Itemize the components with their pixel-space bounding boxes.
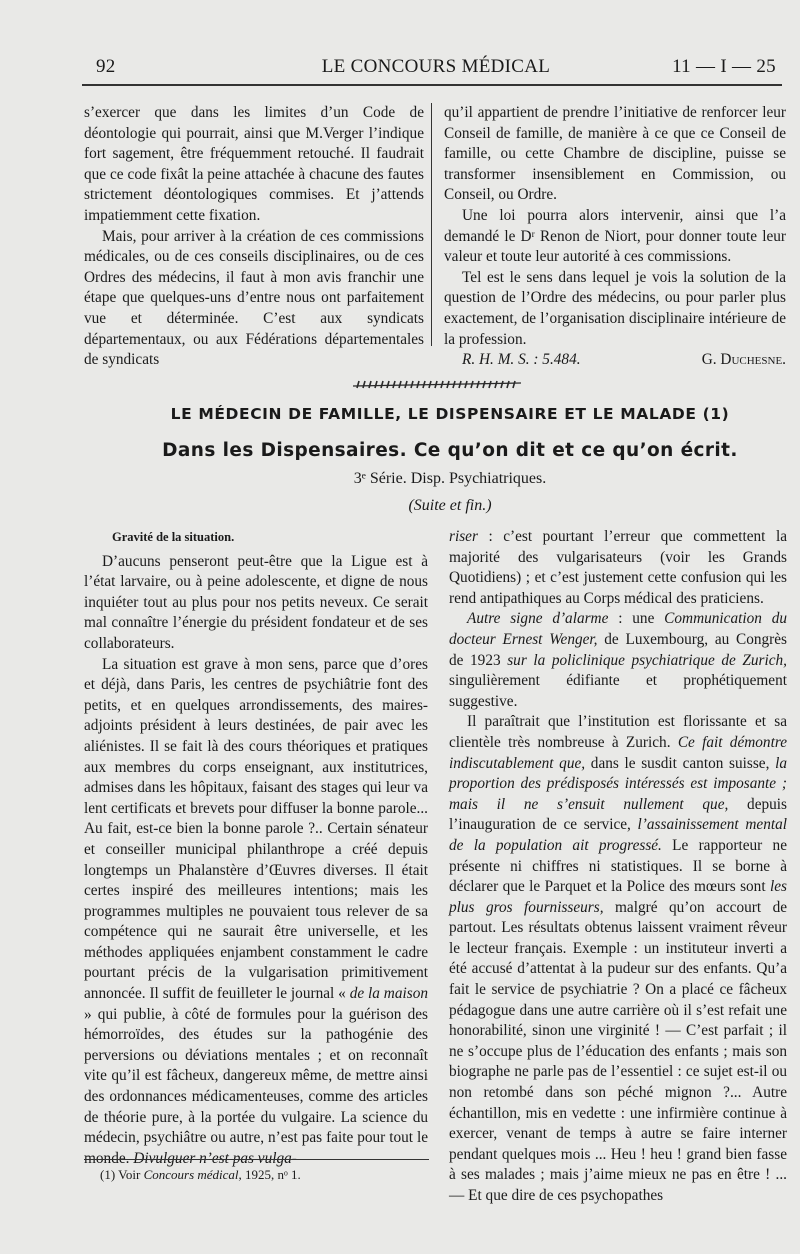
paragraph: D’aucuns penseront peut-être que la Ligue est à l’état larvaire, ou à peine adolescente, et digne de nous inquiéter tout au plus pour nos petits neveux. Ce serait mal connaître l’énergie du président fondateur et de ses collaborateurs. [84,552,428,652]
reference: R. H. M. S. : 5.484. [462,351,581,369]
signature-line [444,350,786,371]
text-run: : c’est pourtant l’erreur que commettent la majorité des vulgarisateurs (voir les Grands Quotidiens) ; et c’est justement cette confusion qui les rend antipathiques au Corps médical des praticiens. [449,528,787,607]
text-run: 1925, nᵒ 1. [245,1167,301,1182]
text-run: Il paraîtrait que l’institution est florissante et sa clientèle très nombreuse à Zurich. [449,713,787,751]
text-run: : une [618,610,655,628]
paragraph [449,609,787,712]
column-divider [431,103,432,346]
article-title: LE MÉDECIN DE FAMILLE, LE DISPENSAIRE ET LE MALADE (1) [170,405,730,423]
paragraph: Tel est le sens dans lequel je vois la solution de la question de l’Ordre des médecins, ou pour parler plus exactement, de l’organisation disciplinaire intérieure de la profession. [444,268,786,348]
author-signature: G. Duchesne. [701,351,786,369]
body-right-column [449,527,787,1207]
ornament-divider [353,378,521,390]
text-run: » qui publie, à côté de formules pour la guérison des hémorroïdes, des études sur la pathogénie des perversions ou déviations mentales ; et on reconnaît vite qu’il est fâcheux, dangereux même, de mettre ainsi des ordonnances médicamenteuses, comme des articles de théorie pure, à la portée du vulgaire. La science du médecin, psychiâtre ou autre, n’est pas faite pour tout le monde. [84,1005,428,1167]
text-run: (1) Voir [100,1167,141,1182]
journal-title: LE CONCOURS MÉDICAL [321,56,551,77]
continued-note: (Suite et fin.) [408,497,492,514]
italic-run: riser [449,528,478,545]
page-number: 92 [96,56,116,77]
footnote [100,1167,301,1183]
italic-run: Autre signe d’alarme [467,610,609,628]
italic-run: Ce fait démontre indiscutablement que, [449,733,788,772]
section-heading: Gravité de la situation. [112,530,235,544]
italic-run: Communication du docteur Ernest Wenger, [449,610,787,648]
paragraph: Une loi pourra alors intervenir, ainsi que l’a demandé le Dʳ Renon de Niort, pour donner toute leur valeur et toute leur autorité à ces commissions. [444,206,786,266]
paragraph: qu’il appartient de prendre l’initiative de renforcer leur Conseil de famille, de manière à ce que ce Conseil de famille, ou cette Chambre de discipline, puisse se transformer insensiblement en Commission, ou Conseil, ou Ordre. [444,104,786,204]
text-run: dans le susdit canton suisse, [590,754,770,772]
footnote-rule [84,1159,429,1160]
series-line: 3ᵉ Série. Disp. Psychiatriques. [353,470,547,487]
paragraph [449,527,787,609]
italic-run: l’assainissement mental de la population ait progressé. [449,816,787,854]
text-run: depuis l’inauguration de ce service, [449,795,787,834]
text-run: singulièrement édifiante et prophétiquement suggestive. [449,672,787,710]
italic-run: Divulguer n’est pas vulga- [133,1149,297,1167]
page-header [96,56,776,82]
text-run: Le rapporteur ne présente ni chiffres ni statistiques. Il se borne à déclarer que le Parquet et la Police des mœurs sont [449,836,787,896]
top-right-column [444,103,786,371]
italic-run: de la maison [349,985,428,1003]
italic-run: les plus gros fournisseurs, [449,878,787,916]
article-subtitle: Dans les Dispensaires. Ce qu’on dit et ce qu’on écrit. [162,440,738,461]
text-run: de Luxembourg, au Congrès de 1923 [449,630,788,669]
body-left-column [84,527,428,1169]
header-rule [82,84,782,86]
italic-run: sur la policlinique psychiatrique de Zurich, [507,651,787,669]
text-run: La situation est grave à mon sens, parce que d’ores et déjà, dans Paris, les centres de psychiâtrie font des petits, et en quelques arrondissements, des maires-adjoints président à leurs destinées, de pair avec les aliénistes. Il se fait là des cours théoriques et pratiques aux membres du corps enseignant, aux institutrices, admises dans les hôpitaux, faisant des stages qui leur va lent certificats et brevets pour diffuser la bonne parole... Au fait, est-ce bien la bonne parole ?.. Certain sénateur et conseiller municipal philanthrope a créé depuis longtemps un Phalanstère d’Œuvres diverses. Il était certes inspiré des meilleures intentions; mais les programmes multiples ne pouvaient tous relever de sa compétence qui ne saurait être universelle, et les méthodes appliquées enjambent constamment le cadre pourtant précis de la vulgarisation primitivement annoncée. Il suffit de feuilleter le journal « [84,655,428,1003]
paragraph: s’exercer que dans les limites d’un Code de déontologie qui pourrait, ainsi que M.Verger l’indique fort sagement, être fréquemment retouché. Il faudrait que ce code fixât la peine attachée à chacune des fautes strictement déontologiques commises. Et j’attends impatiemment cette fixation. [84,104,424,224]
italic-run: Concours médical, [143,1167,242,1182]
top-left-column [84,103,424,371]
text-run: malgré qu’on accourt de partout. Les résultats obtenus laissent vraiment rêveur le lecteur français. Exemple : un instituteur inverti a été accusé d’attentat à la pudeur sur des enfants. Qu’a fait le service de psychiatrie ? On a placé ce fâcheux pédagogue dans une autre carrière où il s’est refait une honorabilité, sinon une virginité ! — C’est parfait ; il ne s’occupe plus de l’éducation des enfants ; mais son biographe ne parle pas de l’essentiel : ce sujet est-il ou non retombé dans son péché mignon ?... Autre échantillon, mis en vedette : une infirmière continue à exercer, venant de temps à autre se faire interner pendant quelques mois ... Heu ! heu ! grand bien fasse à ses malades ; mais j’aime mieux ne pas en être ! ... — Et que dire de ces psychopathes [449,898,788,1204]
paragraph [449,712,787,1206]
issue-date: 11 — I — 25 [672,56,776,77]
paragraph: Mais, pour arriver à la création de ces commissions médicales, ou de ces conseils disciplinaires, ou de ces Ordres des médecins, il faut à mon avis franchir une étape que quelques-uns d’entre nous ont parfaitement vue et déterminée. C’est aux syndicats départementaux, ou aux Fédérations départementales de syndicats [84,227,424,369]
italic-run: la proportion des prédisposés intéressés est imposante ; mais il ne s’ensuit nullement que, [449,754,788,813]
paragraph [84,655,428,1170]
